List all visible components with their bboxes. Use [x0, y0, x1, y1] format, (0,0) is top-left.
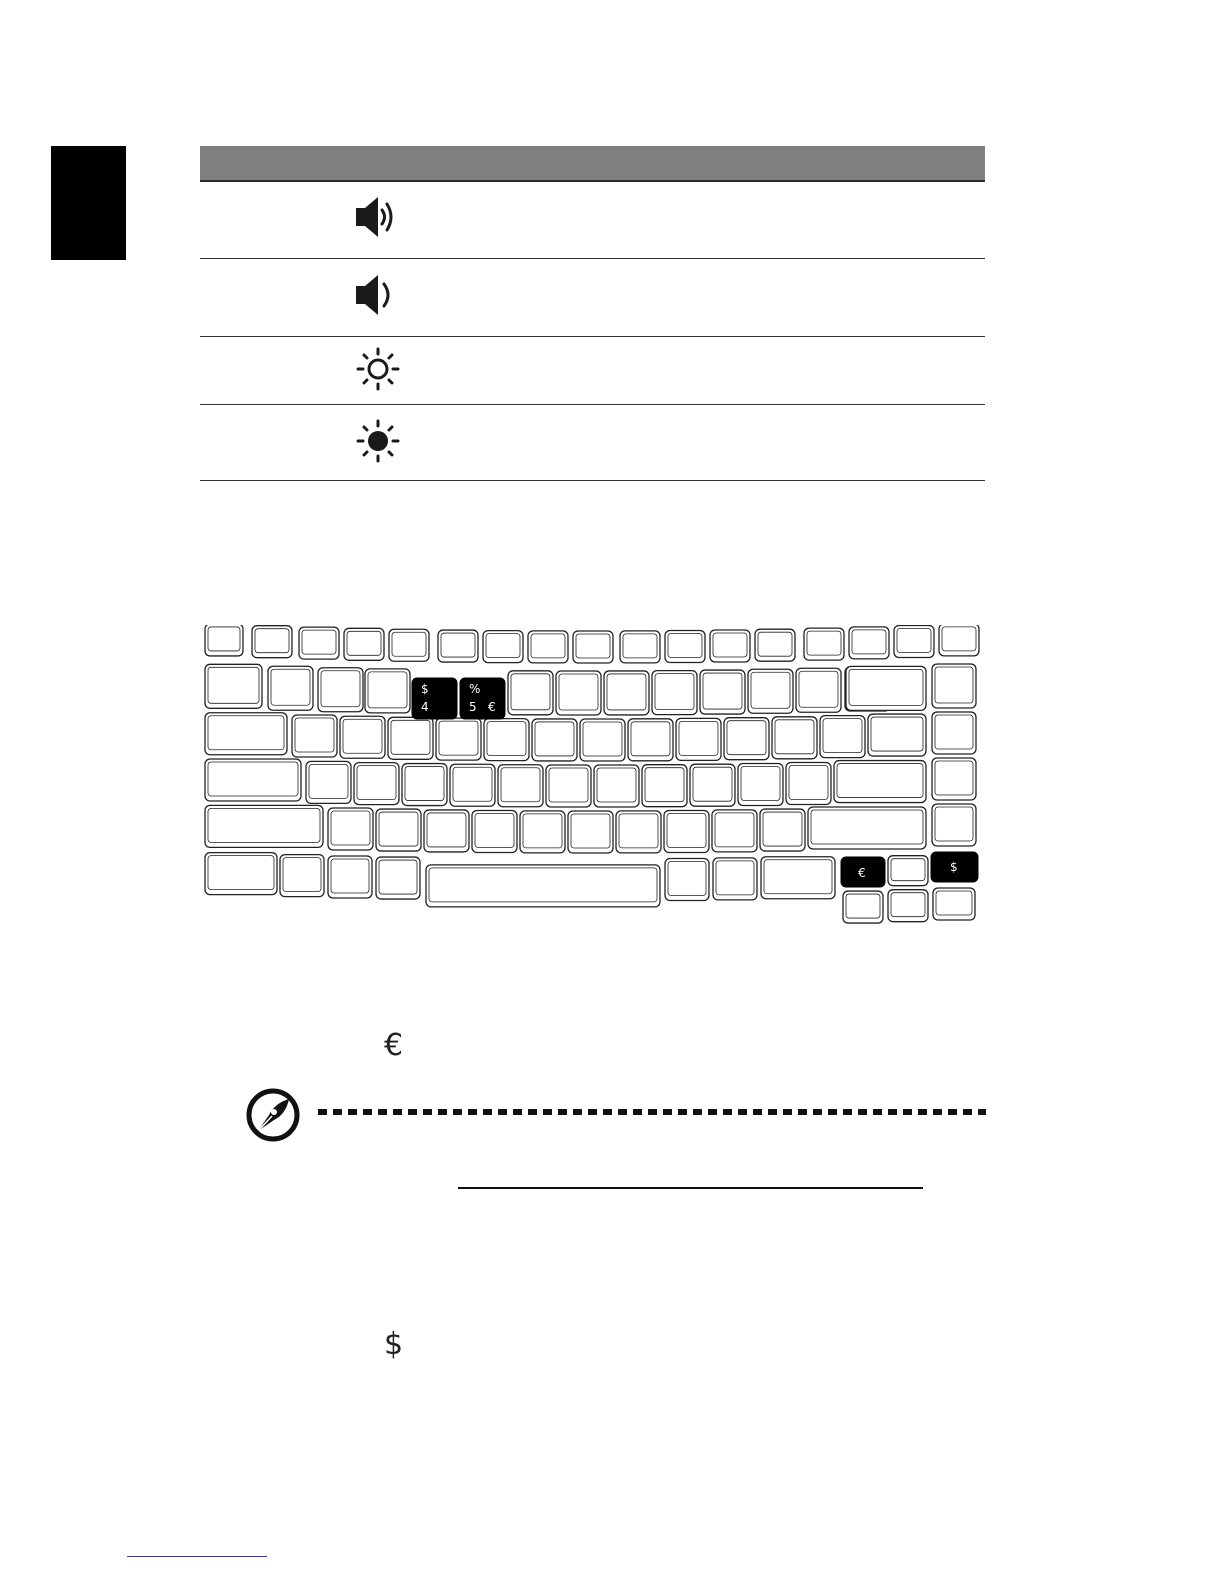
keyboard-key-top [357, 766, 396, 800]
key-4-dollar [412, 678, 457, 719]
keyboard-key-top [302, 630, 336, 654]
keyboard-key-top [623, 634, 657, 658]
key-4-shift-label: $ [421, 682, 429, 696]
keyboard-key-top [891, 859, 925, 881]
keyboard-key-top [758, 632, 792, 656]
keyboard-key-top [331, 859, 369, 893]
keyboard-key-top [763, 812, 802, 846]
keyboard-key-top [208, 716, 284, 750]
keyboard-key-top [703, 673, 742, 709]
dollar-symbol: $ [384, 1327, 404, 1362]
keyboard-key-top [208, 856, 274, 890]
key-dollar [931, 852, 978, 882]
keyboard-key-top [321, 671, 360, 707]
keyboard-key-top [597, 768, 636, 802]
keyboard-key-top [439, 721, 478, 755]
keyboard-key-top [208, 762, 298, 796]
keyboard-key-top [368, 672, 407, 708]
keyboard-key-top [607, 674, 646, 710]
brightness-up-icon [354, 346, 400, 392]
keyboard-key-top [475, 814, 514, 848]
key-5-alt-label: € [488, 700, 496, 714]
keyboard-key-top [741, 766, 780, 800]
key-euro [841, 857, 885, 887]
keyboard-key-top [523, 814, 562, 848]
key-dollar-label: $ [950, 860, 958, 874]
keyboard-key-top [619, 814, 658, 848]
keyboard-key-top [935, 761, 973, 795]
keyboard-key-top [631, 722, 670, 756]
keyboard-key-top [343, 719, 382, 753]
keyboard-key-top [811, 810, 923, 844]
keyboard-key-top [775, 720, 814, 754]
keyboard-key-top [846, 894, 880, 918]
note-dotted-rule [318, 1109, 986, 1115]
key-euro-label: € [858, 866, 866, 880]
keyboard-key-top [891, 893, 925, 917]
keyboard-key-top [655, 674, 694, 710]
hotkey-table-header [200, 146, 985, 182]
keyboard-key-top [391, 720, 430, 754]
keyboard-key-top [255, 629, 289, 653]
keyboard-key-top [486, 634, 520, 658]
keyboard-key-top [715, 813, 754, 847]
keyboard-key-top [487, 722, 526, 756]
key-5-shift-label: % [469, 682, 481, 696]
keyboard-key-top [823, 719, 862, 753]
keyboard-key-top [693, 767, 732, 801]
keyboard-diagram [200, 625, 980, 925]
euro-symbol: € [384, 1028, 404, 1063]
keyboard-key-top [559, 674, 598, 710]
keyboard-key-top [849, 669, 923, 705]
keyboard-key-top [751, 672, 790, 708]
keyboard-key-top [208, 667, 259, 703]
table-row-divider [200, 404, 985, 405]
table-row-divider [200, 258, 985, 259]
keyboard-key-top [935, 667, 973, 703]
keyboard-key-top [571, 814, 610, 848]
keyboard-key-top [789, 765, 828, 799]
keyboard-key-top [295, 718, 334, 752]
keyboard-key-top [897, 628, 931, 652]
volume-down-icon [354, 272, 400, 318]
keyboard-key-top [331, 811, 370, 845]
keyboard-key-top [942, 627, 976, 651]
footer-rule [127, 1556, 267, 1557]
table-row-divider [200, 336, 985, 337]
keyboard-key-top [427, 813, 466, 847]
keyboard-key-top [764, 860, 832, 894]
keyboard-key-top [936, 891, 972, 915]
keyboard-key-top [441, 633, 475, 657]
keyboard-key-top [799, 671, 838, 707]
keyboard-key-top [645, 768, 684, 802]
keyboard-key-top [309, 764, 348, 798]
keyboard-key-top [208, 808, 320, 842]
keyboard-key-top [405, 767, 444, 801]
keyboard-key-top [535, 722, 574, 756]
keyboard-key-top [549, 768, 588, 802]
chapter-tab [51, 146, 126, 260]
keyboard-key-top [871, 717, 923, 751]
key-5-euro [460, 678, 505, 719]
keyboard-key-top [531, 634, 565, 658]
brightness-down-icon [354, 418, 400, 464]
keyboard-key-top [283, 858, 321, 892]
keyboard-key-top [837, 764, 923, 798]
keyboard-key-top [668, 862, 706, 896]
keyboard-key-top [852, 630, 886, 654]
keyboard-key-top [208, 627, 240, 651]
volume-up-icon [354, 194, 400, 240]
keyboard-key-top [576, 634, 610, 658]
keyboard-key-top [668, 634, 702, 658]
keyboard-key-top [429, 868, 657, 902]
keyboard-key-top [713, 633, 747, 657]
keyboard-key-top [583, 722, 622, 756]
keyboard-key-top [379, 812, 418, 846]
note-separator-rule [458, 1187, 923, 1189]
key-4-base-label: 4 [421, 700, 429, 714]
keyboard-key-top [392, 632, 426, 656]
keyboard-key-top [453, 767, 492, 801]
key-5-base-label: 5 [469, 700, 477, 714]
keyboard-key-top [379, 860, 417, 894]
table-row-divider [200, 480, 985, 481]
keyboard-key-top [679, 721, 718, 755]
keyboard-key-top [727, 721, 766, 755]
keyboard-key-top [271, 669, 310, 705]
keyboard-key-top [716, 861, 754, 895]
keyboard-key-top [807, 631, 841, 655]
note-pen-icon [245, 1087, 301, 1143]
keyboard-key-top [935, 715, 973, 749]
keyboard-key-top [935, 807, 973, 841]
keyboard-key-top [667, 814, 706, 848]
keyboard-key-top [501, 768, 540, 802]
keyboard-key-top [347, 631, 381, 655]
keyboard-key-top [511, 674, 550, 710]
